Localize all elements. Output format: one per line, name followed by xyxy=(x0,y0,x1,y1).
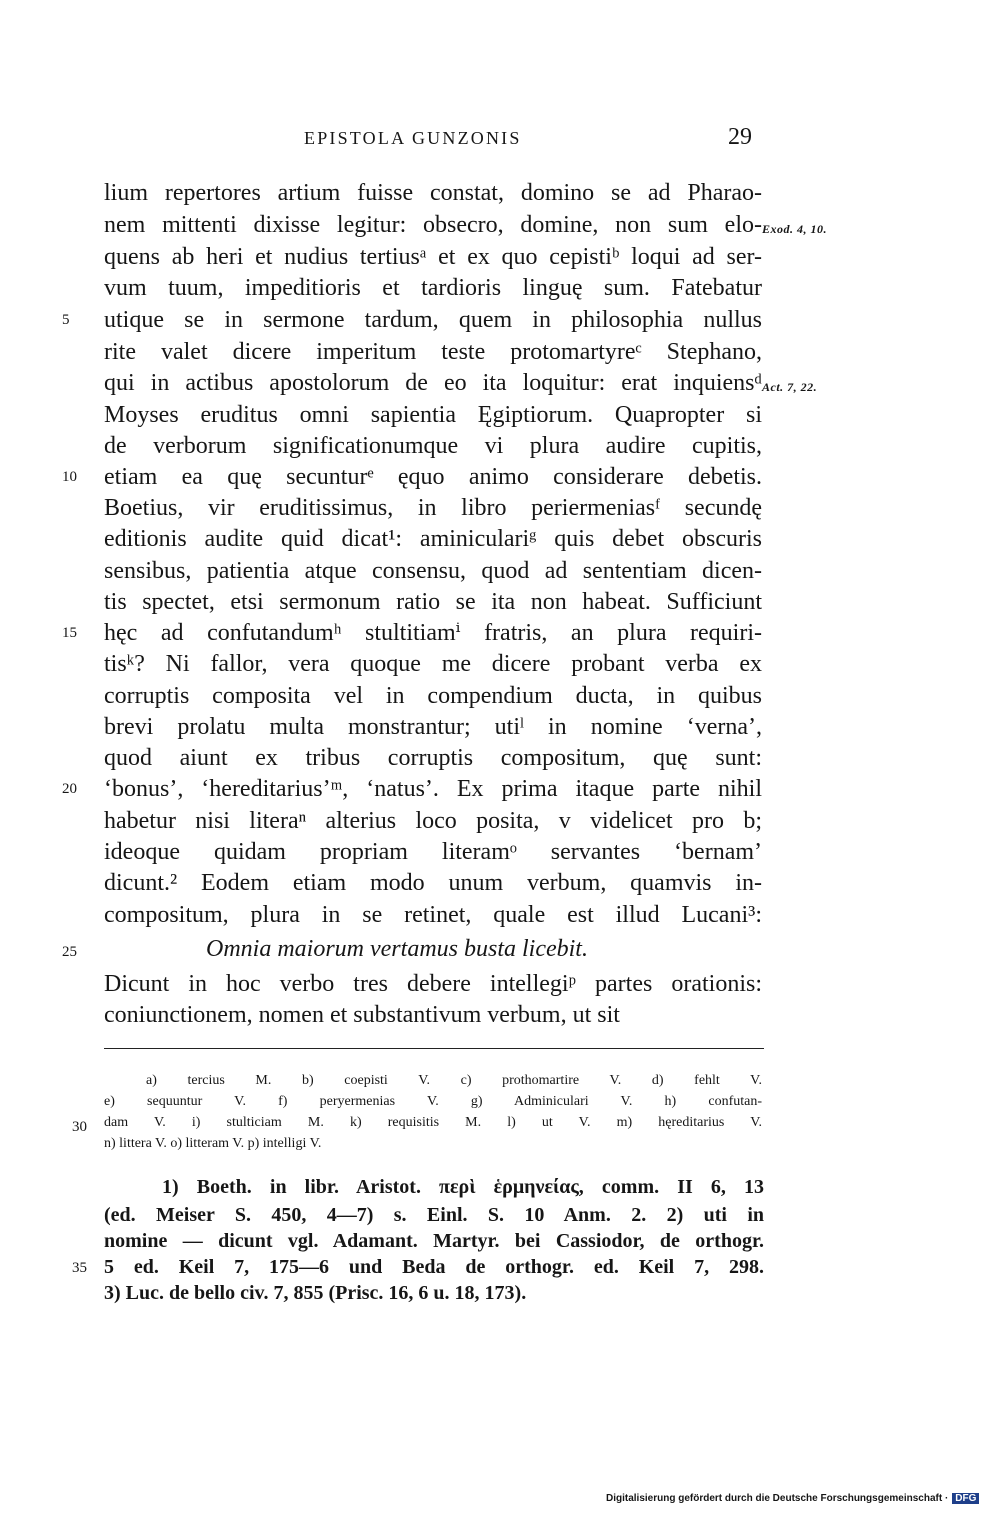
note-line: 5 ed. Keil 7, 175—6 und Beda de orthogr. ed. Keil 7, 298. xyxy=(104,1256,764,1278)
text-line: dicunt.² Eodem etiam modo unum verbum, quamvis in- xyxy=(104,870,762,896)
text-line: ‘bonus’, ‘hereditarius’ᵐ, ‘natus’. Ex prima itaque parte nihil xyxy=(104,776,762,802)
variant-line: dam V. i) stulticiam M. k) requisitis M. l) ut V. m) hęreditarius V. xyxy=(104,1115,762,1130)
text-line: quod aiunt ex tribus corruptis compositum, quę sunt: xyxy=(104,745,762,771)
text-line: habetur nisi literaⁿ alterius loco posita, v videlicet pro b; xyxy=(104,808,762,834)
text-line: rite valet dicere imperitum teste protomartyreᶜ Stephano, xyxy=(104,339,762,365)
text-line: corruptis composita vel in compendium ducta, in quibus xyxy=(104,683,762,709)
digitization-credit xyxy=(606,1493,979,1504)
text-line: vum tuum, impeditioris et tardioris linguę sum. Fatebatur xyxy=(104,275,762,301)
page-number: 29 xyxy=(728,124,752,150)
text-line: tisᵏ? Ni fallor, vera quoque me dicere probant verba ex xyxy=(104,651,762,677)
text-line: Dicunt in hoc verbo tres debere intellegiᵖ partes orationis: xyxy=(104,971,762,997)
text-line: coniunctionem, nomen et substantivum verbum, ut sit xyxy=(104,1002,620,1028)
text-line: qui in actibus apostolorum de eo ita loquitur: erat inquiensᵈ xyxy=(104,370,762,396)
text-line: editionis audite quid dicat¹: aminiculariᵍ quis debet obscuris xyxy=(104,526,762,552)
line-number: 10 xyxy=(62,469,77,485)
text-line: hęc ad confutandumʰ stultitiamⁱ fratris, an plura requiri- xyxy=(104,620,762,646)
text-line: Moyses eruditus omni sapientia Ęgiptiorum. Quapropter si xyxy=(104,402,762,428)
note-line: 3) Luc. de bello civ. 7, 855 (Prisc. 16, 6 u. 18, 173). xyxy=(104,1282,527,1304)
note-line: nomine — dicunt vgl. Adamant. Martyr. bei Cassiodor, de orthogr. xyxy=(104,1230,764,1252)
text-line: sensibus, patientia atque consensu, quod ad sententiam dicen- xyxy=(104,558,762,584)
text-line: lium repertores artium fuisse constat, domino se ad Pharao- xyxy=(104,180,762,206)
text-line: tis spectet, etsi sermonum ratio se ita non habeat. Sufficiunt xyxy=(104,589,762,615)
margin-reference: Exod. 4, 10. xyxy=(762,222,828,236)
text-line: Boetius, vir eruditissimus, in libro periermeniasᶠ secundę xyxy=(104,495,762,521)
line-number: 25 xyxy=(62,944,77,960)
line-number: 5 xyxy=(62,312,70,328)
credit-text: Digitalisierung gefördert durch die Deutsche Forschungsgemeinschaft · xyxy=(606,1493,949,1504)
text-line: ideoque quidam propriam literamᵒ servantes ‘bernam’ xyxy=(104,839,762,865)
dfg-logo: DFG xyxy=(952,1493,979,1504)
note-line: 1) Boeth. in libr. Aristot. περὶ ἑρμηνείας, comm. II 6, 13 xyxy=(162,1176,764,1198)
margin-reference: Act. 7, 22. xyxy=(762,380,818,394)
variant-line: a) tercius M. b) coepisti V. c) prothomartire V. d) fehlt V. xyxy=(146,1073,762,1088)
line-number: 35 xyxy=(72,1260,87,1276)
variant-line: n) littera V. o) litteram V. p) intelligi V. xyxy=(104,1136,322,1151)
text-line: utique se in sermone tardum, quem in philosophia nullus xyxy=(104,307,762,333)
line-number: 15 xyxy=(62,625,77,641)
text-line: nem mittenti dixisse legitur: obsecro, domine, non sum elo- xyxy=(104,212,762,238)
line-number: 20 xyxy=(62,781,77,797)
text-line: de verborum significationumque vi plura audire cupitis, xyxy=(104,433,762,459)
note-line: (ed. Meiser S. 450, 4—7) s. Einl. S. 10 Anm. 2. 2) uti in xyxy=(104,1204,764,1226)
line-number: 30 xyxy=(72,1119,87,1135)
text-line: etiam ea quę secunturᵉ ęquo animo considerare debetis. xyxy=(104,464,762,490)
text-line: brevi prolatu multa monstrantur; utiˡ in nomine ‘verna’, xyxy=(104,714,762,740)
verse-quotation: Omnia maiorum vertamus busta licebit. xyxy=(206,936,588,962)
text-line: compositum, plura in se retinet, quale est illud Lucani³: xyxy=(104,902,762,928)
footnote-divider xyxy=(104,1048,764,1049)
variant-line: e) sequuntur V. f) peryermenias V. g) Adminiculari V. h) confutan- xyxy=(104,1094,762,1109)
text-line: quens ab heri et nudius tertiusᵃ et ex quo cepistiᵇ loqui ad ser- xyxy=(104,244,762,270)
running-header-title: EPISTOLA GUNZONIS xyxy=(304,128,522,148)
